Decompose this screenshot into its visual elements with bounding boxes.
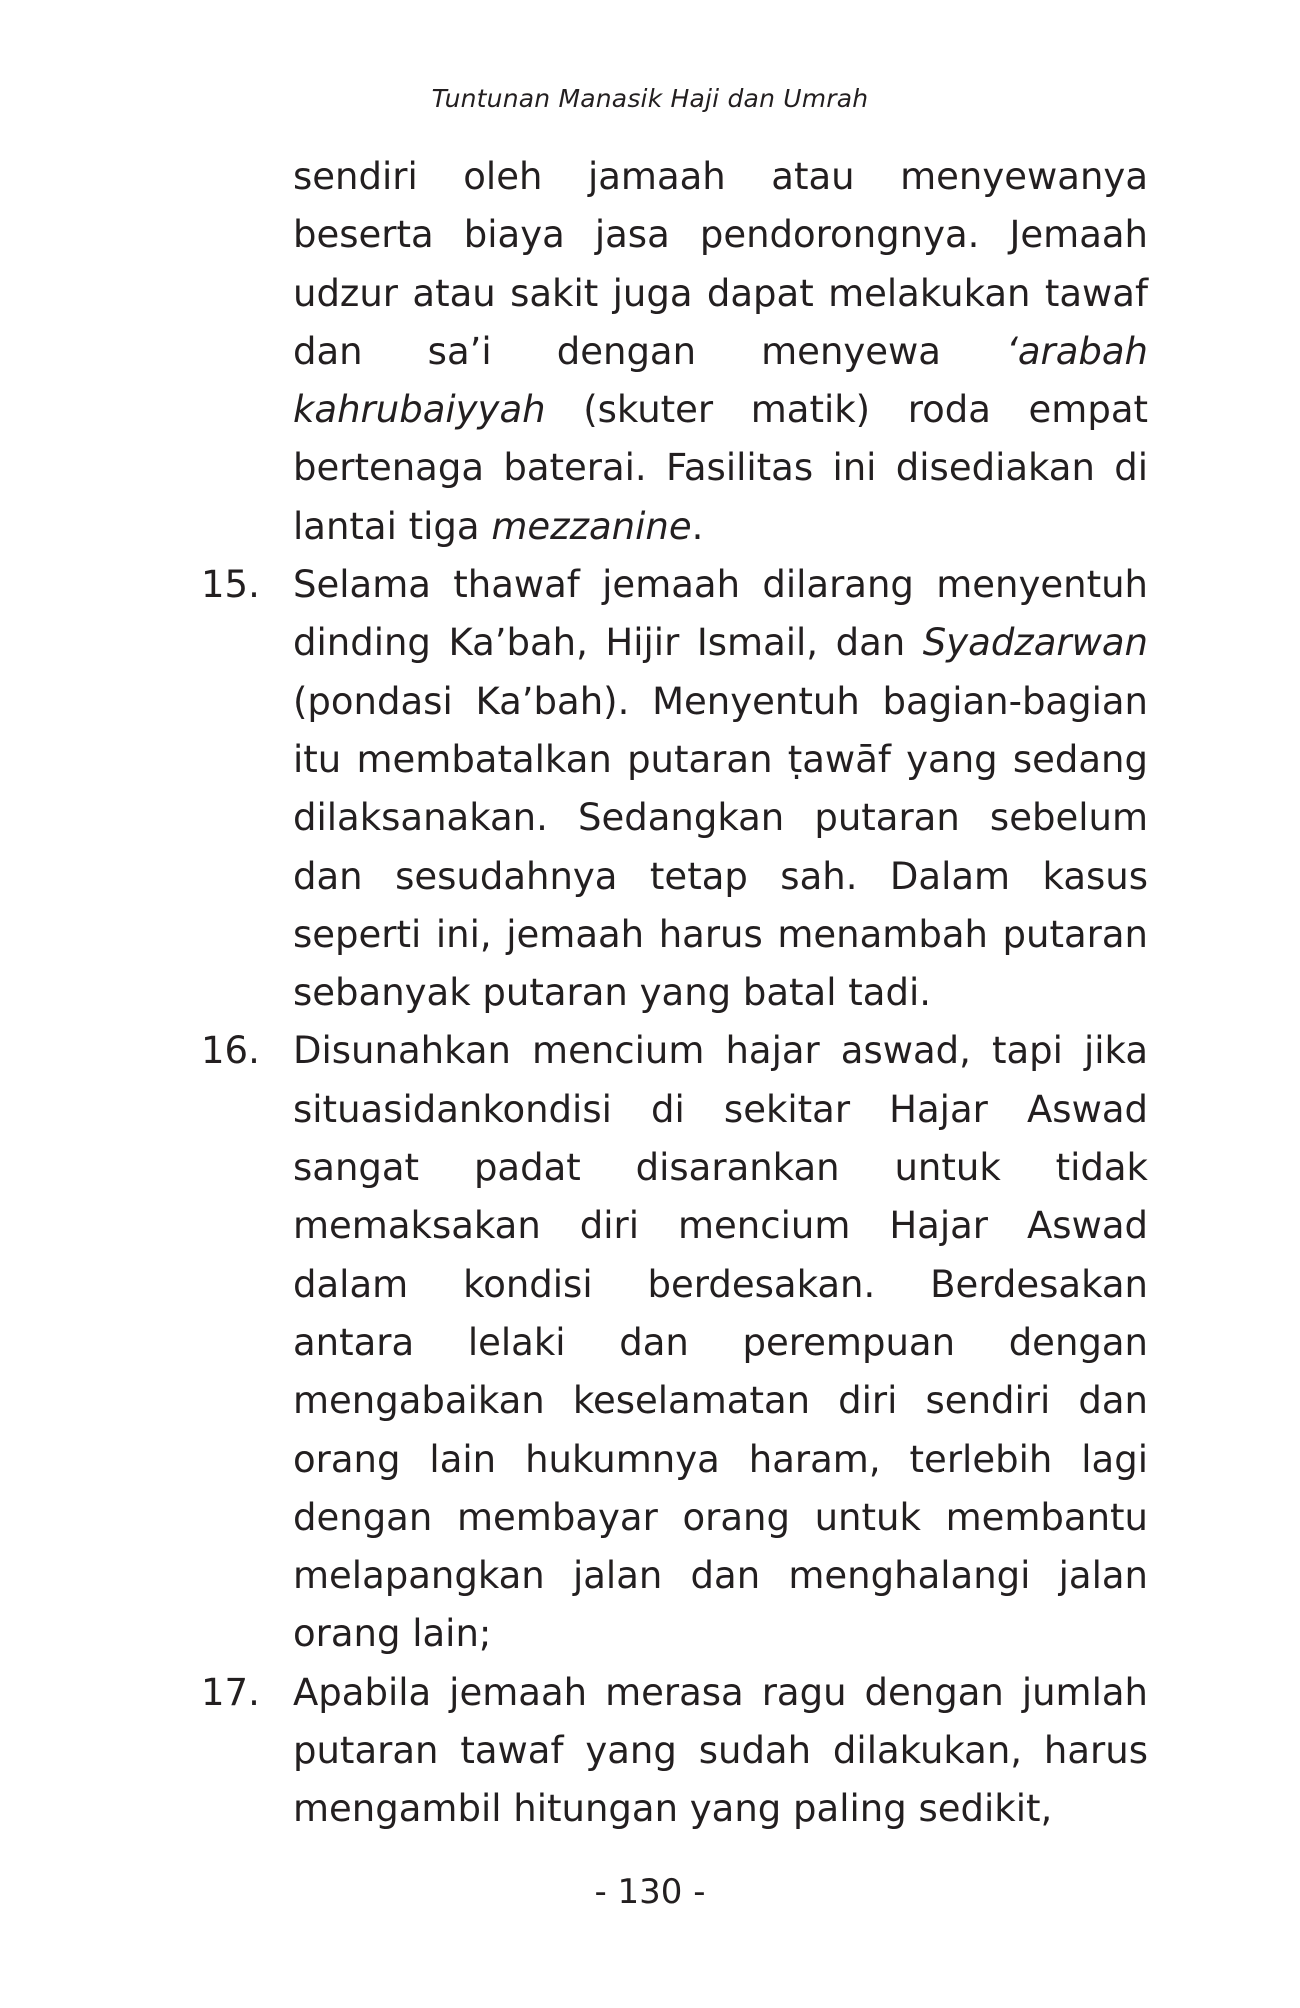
continuation-text-1: sendiri oleh jamaah atau menyewanya beserta biaya jasa pendorongnya. Jemaah udzur atau sakit juga dapat melakukan tawaf dan sa’i dengan menyewa: [293, 155, 1148, 373]
continuation-italic-2: mezzanine: [491, 504, 692, 548]
continuation-text-2: (skuter matik) roda empat bertenaga baterai. Fasilitas ini disediakan di lantai tiga: [293, 388, 1148, 548]
item-text: Disunahkan mencium hajar aswad, tapi jika situasidankondisi di sekitar Hajar Aswad sangat padat disarankan untuk tidak memaksakan diri mencium Hajar Aswad dalam kondisi berdesakan. Berdesakan antara lelaki dan perempuan dengan mengabaikan keselamatan diri sendiri dan orang lain hukumnya haram, terlebih lagi dengan membayar orang untuk membantu melapangkan jalan dan menghalangi jalan orang lain;: [293, 1029, 1148, 1656]
continuation-italic-1: ‘arabah kahrubaiyyah: [293, 329, 1148, 432]
item-number: 17.: [201, 1670, 260, 1714]
item-number: 15.: [201, 563, 260, 607]
list-item-16: [201, 1022, 1148, 1663]
item-text: Selama thawaf jemaah dilarang menyentuh dinding Ka’bah, Hijir Ismail, dan: [293, 563, 1148, 665]
continuation-text-3: .: [691, 504, 704, 548]
item-number: 16.: [201, 1029, 260, 1073]
running-header: Tuntunan Manasik Haji dan Umrah: [431, 84, 869, 113]
list-item-17: [201, 1664, 1148, 1839]
page-number: - 130 -: [594, 1872, 706, 1912]
page-body: [0, 148, 1300, 1839]
item-text: Apabila jemaah merasa ragu dengan jumlah putaran tawaf yang sudah dilakukan, harus mengambil hitungan yang paling sedikit,: [293, 1670, 1148, 1831]
item-italic: Syadzarwan: [922, 621, 1148, 665]
item-text: (pondasi Ka’bah). Menyentuh bagian-bagian itu membatalkan putaran ṭawāf yang sedang dilaksanakan. Sedangkan putaran sebelum dan sesudahnya tetap sah. Dalam kasus seperti ini, jemaah harus menambah putaran sebanyak putaran yang batal tadi.: [293, 679, 1148, 1015]
list-item-15: [201, 556, 1148, 1022]
continuation-paragraph: [293, 148, 1148, 556]
